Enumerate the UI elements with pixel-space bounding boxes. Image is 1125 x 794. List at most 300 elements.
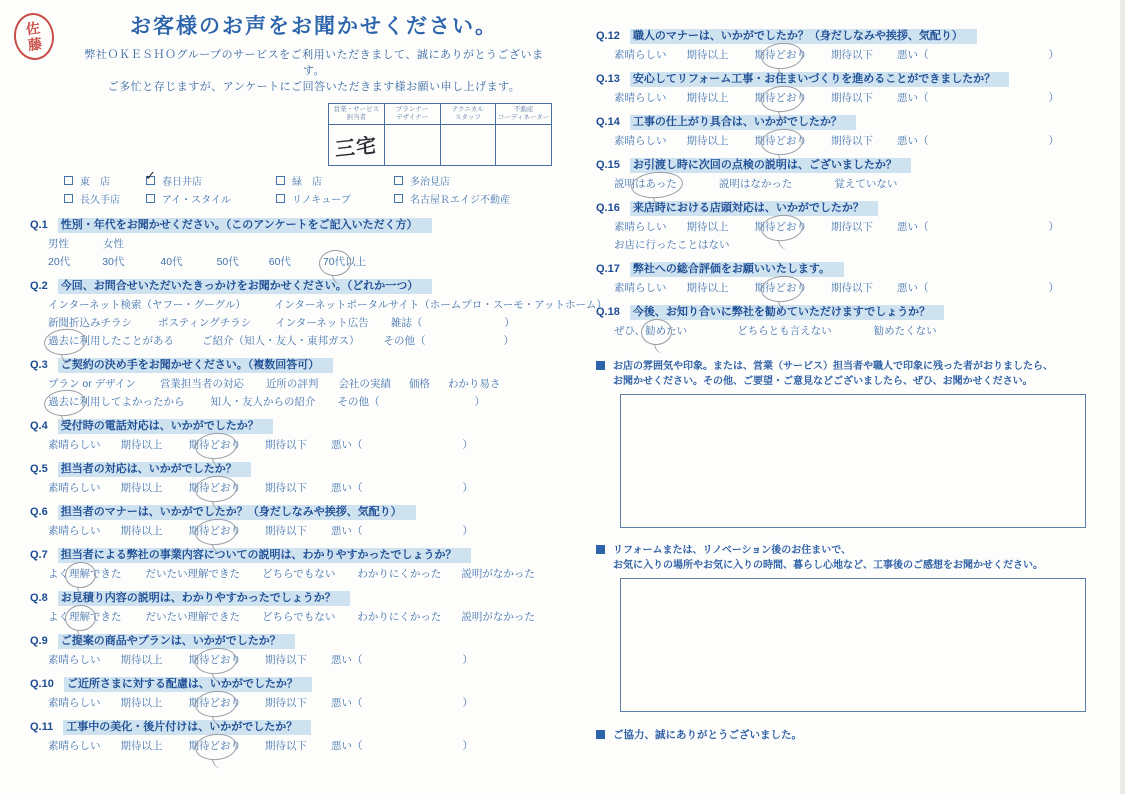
question-title-text: ご提案の商品やプランは、いかがでしたか？	[58, 634, 295, 649]
question-number: Q.10	[30, 678, 54, 690]
question-title	[30, 219, 552, 232]
comment-sections	[596, 359, 1123, 712]
store-label: 多治見店	[410, 177, 450, 188]
answer-option: ご紹介（知人・友人・東邦ガス）	[202, 335, 360, 347]
question-title	[30, 549, 552, 562]
answer-row	[30, 525, 552, 537]
store-checkbox-item	[64, 191, 146, 206]
answer-option: どちらとも言えない	[737, 325, 832, 337]
bullet-square-icon	[596, 545, 605, 554]
answer-option: 50代	[216, 256, 239, 268]
answer-option: 期	[754, 282, 765, 294]
answer-option: り	[230, 439, 241, 451]
answer-option: 新聞折込みチラシ	[48, 317, 132, 329]
answer-option: 期待以下	[265, 697, 307, 709]
right-column	[596, 30, 1123, 742]
staff-table-header-line: プランナー	[395, 106, 429, 113]
question-title-text: 性別・年代をお聞かせください。（このアンケートをご記入いただく方）	[58, 218, 432, 233]
answer-option: だいたい理解できた	[145, 611, 240, 623]
answer-option: り	[796, 282, 807, 294]
answer-option: よく	[48, 611, 69, 623]
circled-answer: 待どお	[765, 221, 797, 233]
comment-prompt-line-1	[596, 543, 1123, 558]
answer-row	[30, 482, 552, 494]
comment-prompt-line-2: お聞かせください。その他、ご要望・ご意見などございましたら、ぜひ、お聞かせください。	[613, 376, 1033, 387]
answer-option: 期	[188, 439, 199, 451]
answer-option: 勧めたくない	[873, 325, 937, 337]
answer-option: 期待以下	[265, 482, 307, 494]
answer-option: インターネットポータルサイト（ホームプロ・スーモ・アットホーム）	[273, 299, 607, 311]
store-checkbox-group	[64, 168, 552, 206]
hanko-stamp-text: 佐藤	[24, 19, 44, 54]
comment-box	[620, 578, 1086, 712]
comment-prompt-text: リフォームまたは、リノベーション後のお住まいで、	[613, 545, 852, 556]
check-mark-icon: ✓	[145, 168, 156, 183]
answer-option: 素晴らしい	[48, 654, 101, 666]
answer-row	[30, 317, 552, 329]
checkbox-icon	[394, 194, 403, 203]
answer-option: 利用してよかったから	[79, 396, 185, 408]
question-title-text: 弊社への総合評価をお願いいたします。	[630, 262, 844, 277]
answer-row	[30, 396, 552, 408]
answer-option: 期	[188, 482, 199, 494]
answer-option: わかりにくかった	[357, 568, 442, 580]
staff-table-entry-row	[329, 125, 552, 166]
store-checkbox-item	[276, 191, 394, 206]
answer-option: 知人・友人からの紹介	[210, 396, 316, 408]
answer-option: 利用したことがある	[79, 335, 174, 347]
header	[24, 10, 552, 95]
circled-answer: 待どお	[765, 135, 797, 147]
question-block	[596, 202, 1123, 251]
circled-answer: 待どお	[199, 697, 231, 709]
answer-option: 60代	[268, 256, 291, 268]
question-title	[596, 30, 1123, 43]
circled-answer: 勧め	[645, 325, 667, 337]
answer-option: できた	[90, 568, 122, 580]
answer-row	[30, 439, 552, 451]
store-label: 名古屋Ｒエイジ不動産	[410, 195, 510, 206]
staff-table	[328, 103, 552, 166]
answer-option: ）	[462, 740, 473, 752]
answer-option: ）	[474, 396, 485, 408]
answer-row	[596, 49, 1123, 61]
question-number: Q.7	[30, 549, 48, 561]
staff-table-header-line: 不動産	[513, 106, 534, 113]
question-title-text: 安心してリフォーム工事・お住まいづくりを進めることができましたか？	[630, 72, 1009, 87]
answer-option: 以上	[345, 256, 367, 268]
circled-answer: 理解	[69, 611, 90, 623]
answer-option: 40代	[160, 256, 183, 268]
question-title	[596, 263, 1123, 276]
question-title-text: ご近所さまに対する配慮は、いかがでしたか？	[64, 677, 312, 692]
store-checkbox-item	[64, 173, 146, 188]
answer-option: ）	[462, 482, 473, 494]
question-number: Q.8	[30, 592, 48, 604]
answer-option: ）	[462, 654, 473, 666]
store-label: 春日井店	[162, 177, 202, 188]
store-label: リノキューブ	[292, 195, 351, 206]
question-title	[596, 159, 1123, 172]
answer-option: 説明はなかった	[718, 178, 793, 190]
answer-row	[30, 238, 552, 250]
answer-option: できた	[90, 611, 122, 623]
subtitle-line-1: 弊社ＯＫＥＳＨＯグループのサービスをご利用いただきまして、誠にありがとうございます。	[84, 49, 544, 77]
store-label: 緑 店	[292, 177, 322, 188]
answer-option: 素晴らしい	[48, 740, 101, 752]
answer-option: 期待以上	[686, 221, 729, 233]
answer-option: 覚えていない	[834, 178, 898, 190]
answer-option: 悪い（	[331, 525, 363, 537]
staff-table-header-cell	[440, 104, 496, 125]
question-title-text: 担当者の対応は、いかがでしたか？	[58, 462, 251, 477]
handwritten-staff-name: 三宅	[335, 134, 378, 161]
answer-row	[596, 92, 1123, 104]
question-title-text: 工事中の美化・後片付けは、いかがでしたか？	[63, 720, 311, 735]
answer-option: 期待以下	[831, 49, 873, 61]
answer-row	[596, 221, 1123, 233]
answer-option: 会社の実績	[338, 378, 391, 390]
question-title-text: ご契約の決め手をお聞かせください。（複数回答可）	[58, 358, 334, 373]
answer-option: 説明がなかった	[461, 568, 535, 580]
answer-option: 期	[754, 135, 765, 147]
answer-option: わかりにくかった	[357, 611, 442, 623]
circled-answer: 待どお	[765, 49, 797, 61]
answer-row	[30, 335, 552, 347]
answer-option: 期待以上	[120, 439, 163, 451]
question-block	[596, 30, 1123, 61]
answer-option: 価格	[408, 378, 430, 390]
answer-option: 期	[754, 221, 765, 233]
answer-row	[596, 325, 1123, 337]
staff-table-header-row	[329, 104, 552, 125]
question-number: Q.16	[596, 202, 620, 214]
checkbox-icon	[276, 176, 285, 185]
answer-option: 20代	[48, 256, 71, 268]
question-block	[30, 420, 552, 451]
answer-option: ）	[462, 525, 473, 537]
question-number: Q.11	[30, 721, 54, 733]
answer-option: 期待以上	[120, 654, 163, 666]
answer-option: わかり易さ	[447, 378, 501, 390]
thank-you-text: ご協力、誠にありがとうございました。	[613, 729, 802, 741]
question-number: Q.14	[596, 116, 620, 128]
staff-table-header-line: デザイナー	[396, 114, 429, 121]
checkbox-icon	[394, 176, 403, 185]
answer-option: 期待以下	[265, 654, 307, 666]
question-title	[30, 506, 552, 519]
answer-option: 素晴らしい	[614, 92, 667, 104]
answer-option: 悪い（	[897, 282, 929, 294]
question-number: Q.4	[30, 420, 48, 432]
answer-option: その他（	[337, 396, 380, 408]
hanko-stamp-icon	[11, 11, 56, 63]
question-number: Q.2	[30, 280, 48, 292]
question-number: Q.15	[596, 159, 620, 171]
staff-table-header-cell	[384, 104, 440, 125]
answer-option: り	[796, 49, 807, 61]
question-block	[30, 506, 552, 537]
question-block	[30, 592, 552, 623]
answer-row	[596, 178, 1123, 190]
answer-option: 女性	[103, 238, 124, 250]
question-title	[30, 721, 552, 734]
answer-option: どちらでもない	[262, 568, 336, 580]
question-title	[596, 306, 1123, 319]
subtitle-line-2: ご多忙と存じますが、アンケートにご回答いただきます様お願い申し上げます。	[107, 81, 521, 93]
circled-answer: 過去に	[48, 396, 80, 408]
answer-row	[596, 239, 1123, 251]
answer-option: 雑誌（	[390, 317, 423, 329]
question-number: Q.18	[596, 306, 620, 318]
answer-option: よく	[48, 568, 69, 580]
answer-option: 悪い（	[331, 482, 363, 494]
answer-option: 近所の評判	[265, 378, 319, 390]
answer-option: プラン or デザイン	[48, 378, 136, 390]
answer-option: 悪い（	[897, 221, 929, 233]
question-block	[30, 359, 552, 408]
question-block	[30, 280, 607, 347]
question-title-text: 受付時の電話対応は、いかがでしたか？	[58, 419, 273, 434]
answer-option: 説明がなかった	[461, 611, 535, 623]
staff-table-header-line: テクニカル	[451, 106, 484, 113]
answer-option: 悪い（	[331, 439, 363, 451]
staff-table-header-line: 担当者	[346, 114, 367, 121]
answer-row	[30, 697, 552, 709]
answer-option: 期	[188, 697, 199, 709]
comment-section	[596, 543, 1123, 712]
question-number: Q.12	[596, 30, 620, 42]
staff-entry-cell	[384, 125, 440, 166]
answer-option: 期待以下	[265, 740, 307, 752]
answer-option: たい	[666, 325, 688, 337]
answer-option: 期待以下	[265, 525, 307, 537]
answer-option: 素晴らしい	[614, 221, 667, 233]
answer-option: 期待以上	[120, 482, 163, 494]
answer-option: 悪い（	[897, 92, 929, 104]
circled-answer: 待どお	[199, 482, 231, 494]
question-number: Q.6	[30, 506, 48, 518]
store-checkbox-item	[145, 168, 276, 188]
answer-option: 期待以下	[831, 92, 873, 104]
question-title-text: 工事の仕上がり具合は、いかがでしたか？	[630, 115, 856, 130]
answer-option: その他（	[383, 335, 426, 347]
question-block	[30, 678, 552, 709]
answer-row	[596, 135, 1123, 147]
answer-option: り	[230, 654, 241, 666]
question-block	[596, 159, 1123, 190]
answer-option: 期待以上	[686, 49, 729, 61]
staff-entry-cell	[440, 125, 496, 166]
store-checkbox-item	[394, 191, 552, 206]
comment-prompt-text: お店の雰囲気や印象。または、営業（サービス）担当者や職人で印象に残った者がおりましたら、	[613, 361, 1053, 372]
checkbox-icon	[64, 176, 73, 185]
answer-option: 期待以下	[265, 439, 307, 451]
circled-answer: 理解	[69, 568, 90, 580]
circled-answer: 過去に	[48, 335, 80, 347]
question-title	[596, 116, 1123, 129]
answer-option: り	[796, 92, 807, 104]
answer-option: 説明	[614, 178, 635, 190]
answer-row	[30, 568, 552, 580]
question-title	[30, 463, 552, 476]
answer-option: ）	[504, 317, 515, 329]
store-label: 長久手店	[80, 195, 120, 206]
circled-answer: 待どお	[765, 282, 797, 294]
circled-answer: 待どお	[199, 654, 231, 666]
question-title	[30, 280, 552, 293]
store-label: アイ・スタイル	[162, 195, 231, 206]
store-checkbox-item	[276, 173, 394, 188]
answer-option: ）	[462, 439, 473, 451]
answer-option: 男性	[48, 238, 69, 250]
question-title-text: 今後、お知り合いに弊社を勧めていただけますでしょうか？	[630, 305, 944, 320]
answer-option: だいたい理解できた	[145, 568, 240, 580]
question-title	[30, 678, 552, 691]
staff-table-header-line: スタッフ	[454, 114, 481, 121]
question-block	[596, 263, 1123, 294]
answer-option: 期待以下	[831, 221, 873, 233]
answer-option: 期待以上	[686, 282, 729, 294]
answer-option: ぜひ、	[614, 325, 646, 337]
circled-answer: 待どお	[765, 92, 797, 104]
answer-option: 悪い（	[331, 654, 363, 666]
store-checkbox-row	[64, 168, 552, 188]
thank-you-note	[596, 727, 1123, 742]
page-title: お客様のお声をお聞かせください。	[130, 15, 498, 38]
answer-option: 期待以上	[686, 92, 729, 104]
answer-option: 素晴らしい	[48, 439, 101, 451]
question-number: Q.5	[30, 463, 48, 475]
question-title	[30, 420, 552, 433]
question-number: Q.13	[596, 73, 620, 85]
question-title	[30, 635, 552, 648]
question-title	[30, 359, 552, 372]
answer-option: り	[796, 135, 807, 147]
question-title-text: お引渡し時に次回の点検の説明は、ございましたか？	[630, 158, 911, 173]
answer-option: り	[230, 525, 241, 537]
answer-option: 30代	[102, 256, 125, 268]
question-title-text: 今回、お問合せいただいたきっかけをお聞かせください。（どれか一つ）	[58, 279, 433, 294]
answer-option: 期待以上	[120, 740, 163, 752]
comment-section	[596, 359, 1123, 528]
circled-answer: 待どお	[199, 740, 231, 752]
answer-row	[30, 256, 552, 268]
circled-answer: 待どお	[199, 525, 231, 537]
question-block	[596, 73, 1123, 104]
store-checkbox-item	[146, 191, 276, 206]
answer-row	[30, 378, 552, 390]
comment-box	[620, 394, 1086, 528]
answer-option: 素晴らしい	[48, 697, 101, 709]
answer-option: どちらでもない	[262, 611, 336, 623]
answer-row	[30, 740, 552, 752]
answer-option: お店に行ったことはない	[614, 239, 730, 251]
staff-table-wrap	[30, 103, 552, 166]
answer-option: 悪い（	[897, 49, 929, 61]
comment-prompt-line-2: お気に入りの場所やお気に入りの時間、暮らし心地など、工事後のご感想をお聞かせください。	[613, 560, 1043, 571]
answer-row	[30, 299, 607, 311]
answer-option: 営業担当者の対応	[159, 378, 244, 390]
answer-option: り	[230, 740, 241, 752]
answer-option: 期	[188, 740, 199, 752]
store-checkbox-item	[394, 173, 552, 188]
answer-option: 期	[188, 525, 199, 537]
checked-checkbox-icon	[145, 168, 156, 185]
answer-option: 期待以上	[686, 135, 729, 147]
question-block	[30, 219, 552, 268]
checkbox-icon	[276, 194, 285, 203]
circled-answer: はあった	[635, 178, 677, 190]
question-title-text: 職人のマナーは、いかがでしたか？（身だしなみや挨拶、気配り）	[630, 29, 977, 44]
answer-option: ）	[1048, 221, 1059, 233]
answer-option: ）	[1048, 92, 1059, 104]
question-number: Q.1	[30, 219, 48, 231]
answer-row	[596, 282, 1123, 294]
staff-entry-cell	[496, 125, 552, 166]
answer-option: 期	[754, 92, 765, 104]
checkbox-icon	[64, 194, 73, 203]
answer-option: 期	[754, 49, 765, 61]
question-number: Q.9	[30, 635, 48, 647]
answer-option: ）	[462, 697, 473, 709]
staff-table-header-line: コーディネーター	[497, 114, 550, 121]
answer-option: 素晴らしい	[614, 49, 667, 61]
staff-entry-cell	[329, 125, 385, 166]
answer-option: インターネット広告	[275, 317, 369, 329]
comment-prompt-line-1	[596, 359, 1123, 374]
question-block	[30, 721, 552, 752]
staff-table-header-cell	[329, 104, 385, 125]
circled-answer: 70代	[322, 256, 346, 268]
answer-option: 悪い（	[331, 697, 363, 709]
question-block	[596, 306, 1123, 337]
answer-option: り	[796, 221, 807, 233]
answer-option: 素晴らしい	[48, 525, 101, 537]
answer-option: 素晴らしい	[614, 135, 667, 147]
answer-option: 期	[188, 654, 199, 666]
answer-row	[30, 654, 552, 666]
answer-option: ）	[1048, 135, 1059, 147]
store-checkbox-row	[64, 191, 552, 206]
answer-option: 期待以下	[831, 135, 873, 147]
question-title-text: お見積り内容の説明は、わかりやすかったでしょうか？	[58, 591, 350, 606]
answer-option: 期待以下	[831, 282, 873, 294]
bullet-square-icon	[596, 361, 605, 370]
question-block	[596, 116, 1123, 147]
answer-option: り	[230, 697, 241, 709]
question-block	[30, 549, 552, 580]
answer-option: 素晴らしい	[48, 482, 101, 494]
staff-table-header-line: 営業・サービス	[333, 106, 380, 113]
answer-option: ）	[1048, 282, 1059, 294]
answer-option: ）	[503, 335, 514, 347]
question-title-text: 来店時における店頭対応は、いかがでしたか？	[630, 201, 878, 216]
answer-option: 悪い（	[897, 135, 929, 147]
left-column	[24, 10, 607, 764]
question-number: Q.17	[596, 263, 620, 275]
question-title-text: 担当者による弊社の事業内容についての説明は、わかりやすかったでしょうか？	[58, 548, 471, 563]
answer-option: 期待以上	[120, 525, 163, 537]
questions-right	[596, 30, 1123, 337]
question-number: Q.3	[30, 359, 48, 371]
checkbox-icon	[146, 194, 155, 203]
answer-option: 悪い（	[331, 740, 363, 752]
answer-option: ）	[1048, 49, 1059, 61]
bullet-square-icon	[596, 730, 605, 739]
question-block	[30, 463, 552, 494]
circled-answer: 待どお	[199, 439, 231, 451]
